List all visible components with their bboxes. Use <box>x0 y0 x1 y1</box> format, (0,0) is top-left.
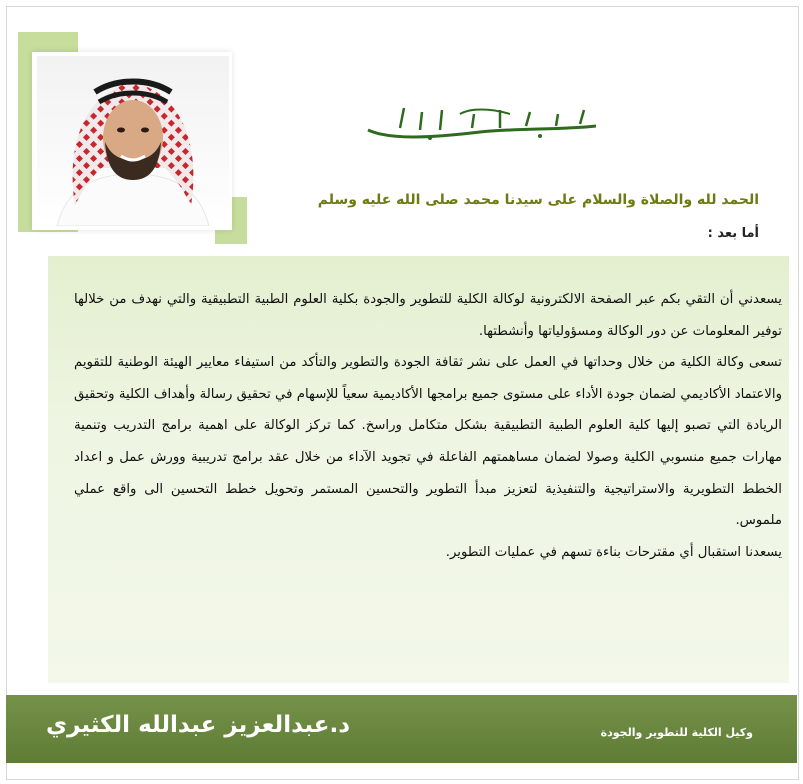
message-text <box>74 284 782 568</box>
greeting-line: الحمد لله والصلاة والسلام على سيدنا محمد صلى الله عليه وسلم <box>317 192 759 208</box>
signature-role: وكيل الكلية للتطوير والجودة <box>600 726 753 739</box>
person-portrait-icon <box>37 56 229 226</box>
message-paragraph-mission: تسعى وكالة الكلية من خلال وحداتها في العمل على نشر ثقافة الجودة والتطوير والتأكد من استيفاء معايير الهيئة الوطنية للتقويم والاعتماد الأكاديمي لضمان جودة الأداء على مستوى جميع برامجها الأكاديمية سعياً للإسهام في تحقيق رسالة وأهداف الكلية وتحقيق الريادة التي تصبو إليها كلية العلوم الطبية التطبيقية بشكل متكامل وراسخ. كما تركز الوكالة على اهمية برامج التدريب وتنمية مهارات جميع منسوبي الكلية وصولا لضمان مساهمتهم الفاعلة في تجويد الآداء من خلال عقد برامج تدريبية وورش عمل و اعداد الخطط التطويرية والاستراتيجية والتنفيذية لتعزيز مبدأ التطوير والتحسين المستمر وتحويل خطط التحسين الى واقع عملي ملموس. <box>74 355 782 529</box>
amma-bad-label: أما بعد : <box>707 226 759 241</box>
dean-photo <box>37 56 229 226</box>
signature-name: د.عبدالعزيز عبدالله الكثيري <box>46 712 350 738</box>
message-paragraph-closing: يسعدنا استقبال أي مقترحات بناءة تسهم في عمليات التطوير. <box>445 544 782 560</box>
basmala-calligraphy-icon <box>360 100 620 148</box>
message-paragraph-intro: يسعدني أن التقي بكم عبر الصفحة الالكترونية لوكالة الكلية للتطوير والجودة بكلية العلوم الطبية التطبيقية والتي نهدف من خلالها توفير المعلومات عن دور الوكالة ومسؤولياتها وأنشطتها. <box>74 292 782 339</box>
basmala-calligraphy <box>360 100 620 148</box>
